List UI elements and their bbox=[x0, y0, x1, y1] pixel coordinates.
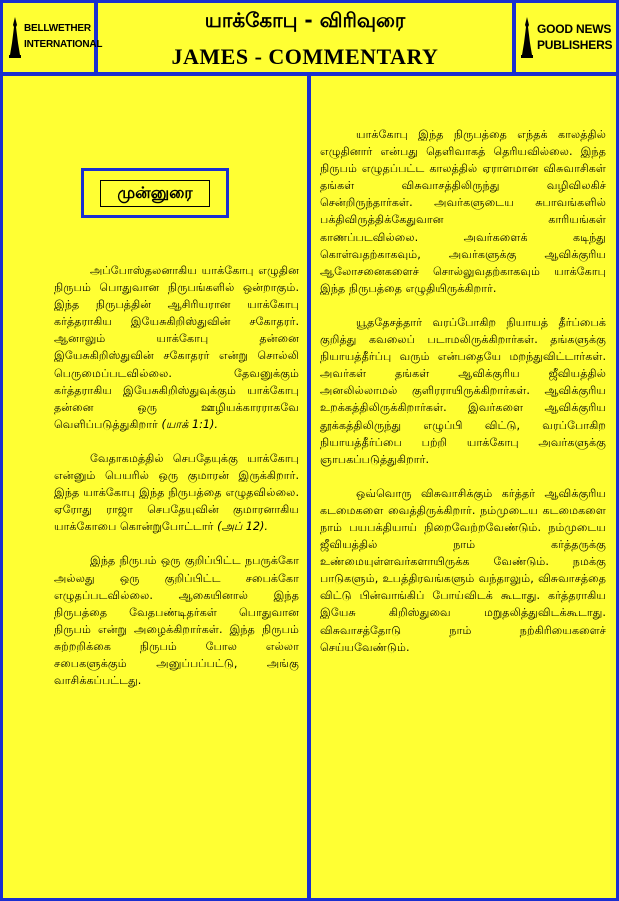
bellwether-logo-icon bbox=[8, 15, 22, 59]
paragraph: ஒவ்வொரு விசுவாசிக்கும் கர்த்தர் ஆவிக்குரிய கடமைகளை வைத்திருக்கிறார். நம்முடைய கடமைகளை நாம் பயபக்தியாய் நிறைவேற்றவேண்டும். நம்முடைய ஜீவியத்தில் நாம் கர்த்தருக்கு உண்மையுள்ளவர்களாயிருக்க வேண்டும். நமக்கு பாடுகளும், உபத்திரவங்களும் வந்தாலும், விசுவாசத்தை விட்டு பின்வாங்கிப் போய்விடக் கூடாது. கர்த்தராகிய இயேசு கிறிஸ்துவை மறுதலித்துவிடக்கூடாது. விசுவாசத்தோடு நாம் நற்கிரியைகளைச் செய்யவேண்டும். bbox=[320, 486, 606, 654]
section-heading: முன்னுரை bbox=[100, 180, 209, 207]
scripture-reference: (யாக் 1:1). bbox=[161, 417, 218, 431]
left-logo-line-1: BELLWETHER bbox=[24, 23, 91, 34]
right-logo-line-1: GOOD NEWS bbox=[537, 22, 612, 36]
paragraph: யூததேசத்தார் வரப்போகிற நியாயத் தீர்ப்பைக் குறித்து கவலைப் படாமலிருக்கிறார்கள். தங்களுக்கு நியாயத்தீர்ப்பு வரும் என்பதையே மறந்துவிட்டார்கள். அவர்கள் தங்கள் ஆவிக்குரிய ஜீவியத்தில் அனலில்லாமல் குளிரராயிருக்கிறார்கள். ஆவிக்குரிய உறக்கத்திலிருக்கிறார்கள். இவர்களை ஆவிக்குரிய தூக்கத்திலிருந்து எழுப்பி விட்டு, வரப்போகிற நியாயத்தீர்ப்பை பற்றி யாக்கோபு அவர்களுக்கு ஞாபகப்படுத்துகிறார். bbox=[320, 315, 606, 466]
right-logo-line-2: PUBLISHERS bbox=[537, 38, 613, 52]
paragraph: அப்போஸ்தலனாகிய யாக்கோபு எழுதின நிருபம் பொதுவான நிருபங்களில் ஒன்றாகும். இந்த நிருபத்தின் ஆசிரியரான யாக்கோபு கர்த்தராகிய இயேசுகிறிஸ்துவின் சகோதரர். ஆனாலும் யாக்கோபு தன்னை இயேசுகிறிஸ்துவின் சகோதரர் என்று சொல்லி பெருமைப்படவில்லை. தேவனுக்கும் கர்த்தராகிய இயேசுகிறிஸ்துவுக்கும் யாக்கோபு தன்னை ஒரு ஊழியக்காரராகவே வெளிப்படுத்துகிறார் (யாக் 1:1). bbox=[54, 264, 299, 431]
paragraph: வேதாகமத்தில் செபதேயுக்கு யாக்கோபு என்னும் பெயரில் ஒரு குமாரன் இருக்கிறார். இந்த யாக்கோபு இந்த நிருபத்தை எழுதவில்லை. ஏரோது ராஜா செபதேயுவின் குமாரனாகிய யாக்கோபை கொன்றுபோட்டார் (அப் 12). bbox=[54, 451, 299, 534]
left-column-text bbox=[54, 262, 299, 706]
paragraph: இந்த நிருபம் ஒரு குறிப்பிட்ட நபருக்கோ அல்லது ஒரு குறிப்பிட்ட சபைக்கோ எழுதப்படவில்லை. ஆகையினால் இந்த நிருபத்தை வேதபண்டிதர்கள் பொதுவான நிருபம் என்று அழைக்கிறார்கள். இந்த நிருபம் சுற்றறிக்கை நிருபம் போல எல்லா சபைகளுக்கும் அனுப்பப்பட்டு, அங்கு வாசிக்கப்பட்டது. bbox=[54, 554, 299, 688]
title-tamil: யாக்கோபு - விரிவுரை bbox=[204, 8, 406, 32]
good-news-logo-icon bbox=[520, 15, 534, 59]
right-column-text bbox=[320, 126, 606, 673]
title-english: JAMES - COMMENTARY bbox=[171, 44, 439, 69]
bellwether-logo bbox=[8, 15, 102, 59]
left-logo-line-2: INTERNATIONAL bbox=[24, 39, 103, 50]
scripture-reference: (அப் 12). bbox=[217, 520, 268, 534]
good-news-logo bbox=[520, 15, 612, 59]
paragraph: யாக்கோபு இந்த நிருபத்தை எந்தக் காலத்தில் எழுதினார் என்பது தெளிவாகத் தெரியவில்லை. இந்த நிருபம் எழுதப்பட்ட காலத்தில் ஏராளமான விசுவாசிகள் தங்கள் விசுவாசத்திலிருந்து வழிவிலகிச் சென்றிருந்தார்கள். அவர்களுடைய சுபாவங்களில் பக்திவிருத்திக்கேதுவான காரியங்கள் காணப்படவில்லை. அவர்களைக் கடிந்து கொள்வதற்காகவும், அவர்களுக்கு ஆவிக்குரிய ஆலோசனைகளைச் சொல்லுவதற்காகவும் யாக்கோபு இந்த நிருபத்தை எழுதியிருக்கிறார். bbox=[320, 128, 606, 295]
section-heading-box bbox=[81, 168, 229, 218]
